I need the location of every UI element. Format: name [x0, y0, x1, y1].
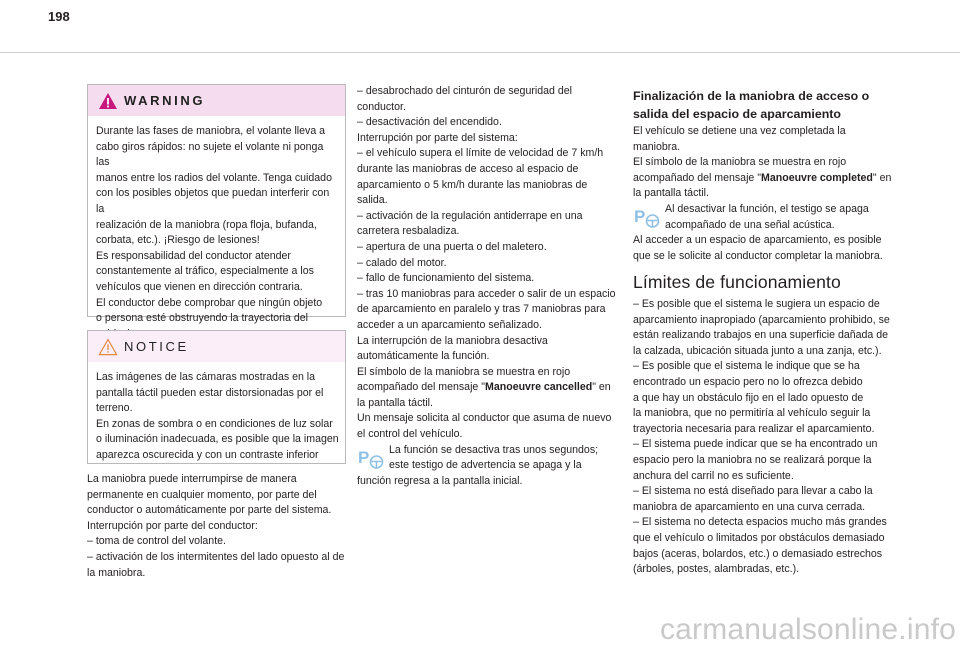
heading-line: salida del espacio de aparcamiento — [633, 107, 841, 121]
cancelled-message-line — [357, 380, 621, 396]
warning-title: WARNING — [124, 92, 206, 108]
warning-header — [88, 85, 345, 116]
notice-line: o iluminación inadecuada, es posible que la imagen — [96, 433, 339, 446]
heading-line: Finalización de la maniobra de acceso o — [633, 89, 870, 103]
text-line: – calado del motor. — [357, 256, 447, 269]
col1-text — [87, 472, 349, 581]
park-assist-icon — [633, 203, 661, 231]
park-assist-icon — [357, 444, 385, 472]
text-line: durante las maniobras de acceso al espacio de — [357, 162, 579, 175]
text-line: espacio pero la maniobra no se realizará porque la — [633, 453, 872, 466]
text-line: función regresa a la pantalla inicial. — [357, 474, 523, 487]
text-line: conductor. — [357, 100, 406, 113]
warning-line: manos entre los radios del volante. Tenga cuidado — [96, 171, 332, 184]
text-line: – Es posible que el sistema le sugiera un espacio de — [633, 298, 880, 310]
text-line: – activación de los intermitentes del lado opuesto al de — [87, 550, 345, 563]
text-line: conductor o automáticamente por parte del sistema. — [87, 504, 332, 517]
text-line: – tras 10 maniobras para acceder o salir de un espacio — [357, 287, 616, 300]
col3-text — [633, 124, 897, 264]
notice-line: En zonas de sombra o en condiciones de luz solar — [96, 417, 333, 430]
notice-line: terreno. — [96, 402, 133, 415]
text-line: – El sistema no está diseñado para llevar a cabo la — [633, 485, 873, 498]
text-line: – desactivación del encendido. — [357, 116, 502, 129]
text-line: Al acceder a un espacio de aparcamiento, es posible — [633, 234, 882, 247]
text-line: (árboles, postes, alambradas, etc.). — [633, 563, 800, 576]
text-line: anchura del carril no es suficiente. — [633, 469, 794, 482]
warning-line: corbata, etc.). ¡Riesgo de lesiones! — [96, 234, 260, 247]
text-line: El símbolo de la maniobra se muestra en rojo — [633, 156, 847, 169]
text-line: automáticamente la función. — [357, 350, 490, 363]
text-line: que el vehículo o limitados por obstáculos demasiado — [633, 531, 885, 544]
text-line: encontrado un espacio pero no lo ofrezca debido — [633, 375, 863, 388]
text-line: – fallo de funcionamiento del sistema. — [357, 272, 535, 285]
text-line: El símbolo de la maniobra se muestra en rojo — [357, 365, 571, 378]
text-line: – toma de control del volante. — [87, 535, 226, 548]
notice-header — [88, 331, 345, 362]
text-fragment: acompañado del mensaje " — [357, 381, 486, 394]
text-line: – El sistema no detecta espacios mucho más grandes — [633, 516, 887, 529]
warning-line: o persona esté obstruyendo la trayectoria del — [96, 312, 309, 325]
assist-note-text — [389, 443, 598, 474]
text-line: aparcamiento o 5 km/h durante las maniobras de — [357, 178, 588, 191]
text-line: acompañado de una señal acústica. — [665, 218, 835, 231]
text-line: Al desactivar la función, el testigo se apaga — [665, 202, 869, 215]
text-line: trayectoria necesaria para realizar el aparcamiento. — [633, 422, 875, 435]
completed-message-line — [633, 171, 897, 187]
text-line: Interrupción por parte del sistema: — [357, 131, 518, 144]
text-line: la maniobra, que no permitiría al vehículo seguir la — [633, 407, 871, 420]
text-line: Interrupción por parte del conductor: — [87, 519, 258, 532]
text-fragment: " en — [592, 381, 611, 394]
manoeuvre-cancelled-label: Manoeuvre cancelled — [485, 381, 593, 394]
warning-line: con los posibles objetos que puedan interferir con la — [96, 187, 330, 215]
text-fragment: " en — [872, 171, 892, 184]
text-line: están realizando trabajos en una superficie dañada de — [633, 329, 889, 342]
text-line: – El sistema puede indicar que se ha encontrado un — [633, 438, 878, 451]
warning-line: vehículos que vienen en dirección contraria. — [96, 280, 303, 293]
text-line: que se le solicite al conductor completar la maniobra. — [633, 249, 883, 262]
text-line: – apertura de una puerta o del maletero. — [357, 240, 547, 253]
text-line: – el vehículo supera el límite de velocidad de 7 km/h — [357, 147, 604, 160]
text-line: bajos (aceras, bolardos, etc.) o demasiado estrechos — [633, 547, 883, 560]
assist-note — [633, 202, 897, 233]
text-line: el control del vehículo. — [357, 428, 463, 441]
assist-note-text — [665, 202, 869, 233]
page-number: 198 — [48, 9, 70, 24]
text-line: la maniobra. — [87, 566, 146, 579]
warning-box — [87, 84, 346, 325]
warning-triangle-icon — [98, 92, 118, 110]
text-line: a que hay un obstáculo fijo en el lado opuesto de — [633, 391, 864, 404]
text-line: maniobra. — [633, 140, 681, 153]
text-line: la calzada, ubicación situada junto a una zanja, etc.). — [633, 344, 882, 357]
notice-box — [87, 330, 346, 464]
text-line: de aparcamiento en paralelo y tras 7 maniobras para — [357, 303, 606, 316]
watermark: carmanualsonline.info — [659, 613, 956, 646]
text-line: aparcamiento inapropiado (aparcamiento prohibido, se — [633, 313, 890, 326]
text-line: La función se desactiva tras unos segundos; — [389, 443, 599, 456]
completion-heading — [633, 87, 891, 123]
warning-line: El conductor debe comprobar que ningún objeto — [96, 296, 323, 309]
text-line: – Es posible que el sistema le indique que se ha — [633, 360, 860, 373]
notice-line: Las imágenes de las cámaras mostradas en la — [96, 371, 316, 383]
text-line: este testigo de advertencia se apaga y la — [389, 459, 582, 472]
text-line: la pantalla táctil. — [357, 396, 433, 409]
warning-body — [88, 116, 345, 342]
svg-text:P: P — [634, 206, 646, 226]
notice-line: aparezca oscurecida y con un contraste inferior — [96, 448, 319, 461]
text-line: la pantalla táctil. — [633, 187, 709, 200]
text-line: salida. — [357, 194, 388, 207]
warning-line: cabo giros rápidos: no sujete el volante ni ponga las — [96, 140, 324, 169]
text-fragment: acompañado del mensaje " — [633, 171, 762, 184]
svg-text:P: P — [358, 447, 370, 467]
text-line: acceder a un aparcamiento señalizado. — [357, 318, 542, 331]
manoeuvre-completed-label: Manoeuvre completed — [761, 171, 873, 184]
warning-line: realización de la maniobra (ropa floja, bufanda, — [96, 218, 317, 231]
warning-line: constantemente al tráfico, especialmente a los — [96, 265, 314, 278]
text-line: Un mensaje solicita al conductor que asuma de nuevo — [357, 412, 612, 425]
text-line: maniobra de aparcamiento en una curva cerrada. — [633, 500, 866, 513]
text-line: La interrupción de la maniobra desactiva — [357, 334, 548, 347]
text-line: permanente en cualquier momento, por parte del — [87, 488, 317, 501]
text-line: – activación de la regulación antiderrape en una — [357, 209, 583, 222]
col2-text — [357, 84, 621, 489]
assist-note — [357, 443, 621, 474]
header-divider — [0, 52, 960, 53]
notice-line: pantalla táctil pueden estar distorsionadas por el — [96, 386, 324, 399]
limits-text — [633, 297, 897, 578]
text-line: El vehículo se detiene una vez completada la — [633, 125, 846, 137]
section-title: Límites de funcionamiento — [633, 272, 841, 292]
notice-body — [88, 362, 345, 464]
notice-triangle-icon — [98, 338, 118, 356]
warning-line: Durante las fases de maniobra, el volante lleva a — [96, 125, 326, 137]
warning-line: Es responsabilidad del conductor atender — [96, 249, 291, 262]
text-line: La maniobra puede interrumpirse de manera — [87, 473, 297, 485]
text-line: carretera resbaladiza. — [357, 225, 460, 238]
text-line: – desabrochado del cinturón de seguridad del — [357, 85, 572, 97]
notice-title: NOTICE — [124, 338, 189, 354]
